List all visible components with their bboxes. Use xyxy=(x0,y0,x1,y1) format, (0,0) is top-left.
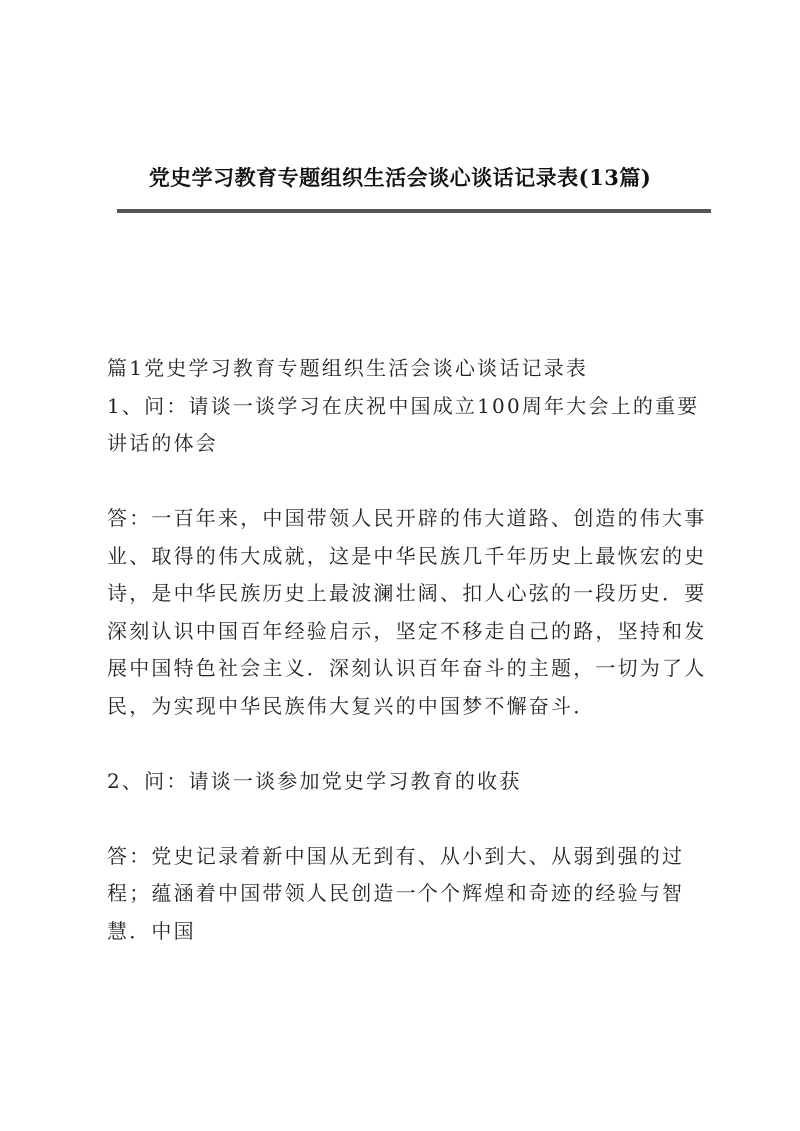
spacer xyxy=(107,463,707,501)
answer-1: 答：一百年来，中国带领人民开辟的伟大道路、创造的伟大事业、取得的伟大成就，这是中华民族几千年历史上最恢宏的史诗，是中华民族历史上最波澜壮阔、扣人心弦的一段历史．要深刻认识中国百年经验启示，坚定不移走自己的路，坚持和发展中国特色社会主义．深刻认识百年奋斗的主题，一切为了人民，为实现中华民族伟大复兴的中国梦不懈奋斗． xyxy=(107,506,707,718)
spacer xyxy=(107,725,707,763)
document-title: 党史学习教育专题组织生活会谈心谈话记录表(13篇) xyxy=(148,165,652,190)
spacer xyxy=(107,800,707,838)
title-underline xyxy=(117,209,711,213)
answer-2: 答：党史记录着新中国从无到有、从小到大、从弱到强的过程；蕴涵着中国带领人民创造一个个辉煌和奇迹的经验与智慧．中国 xyxy=(107,843,685,943)
section-heading: 篇1党史学习教育专题组织生活会谈心谈话记录表 xyxy=(107,356,589,380)
document-body xyxy=(107,350,707,950)
question-2: 2、问：请谈一谈参加党史学习教育的收获 xyxy=(107,768,522,793)
question-1: 1、问：请谈一谈学习在庆祝中国成立100周年大会上的重要讲话的体会 xyxy=(107,393,700,455)
